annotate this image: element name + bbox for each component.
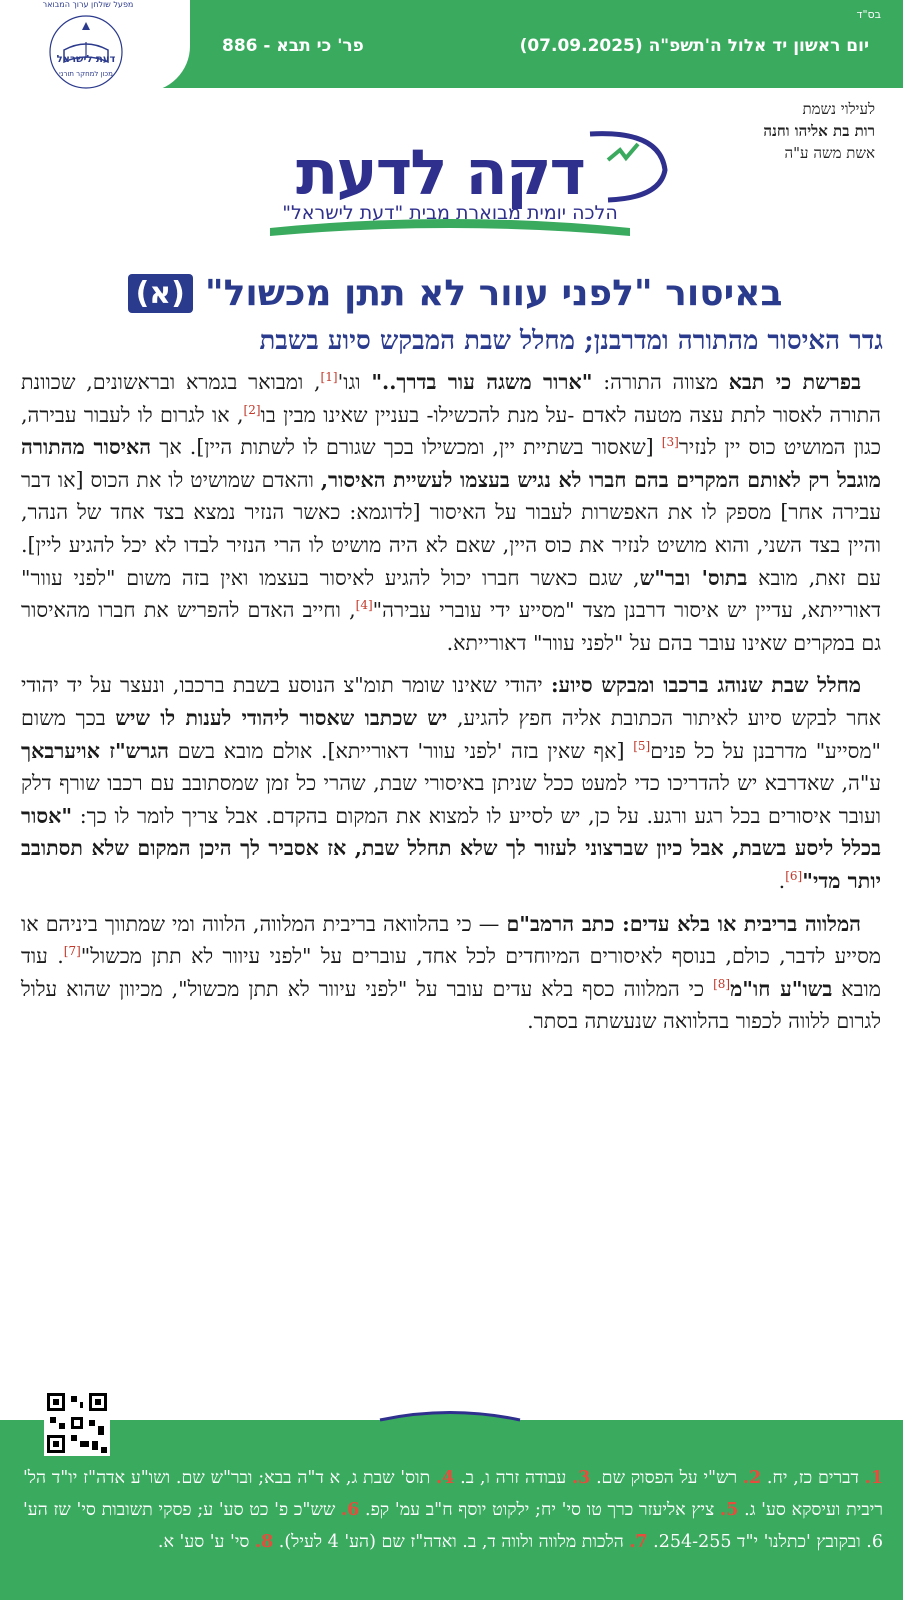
bold-text: יש שכתבו שאסור ליהודי לענות לו שיש — [115, 705, 448, 730]
footnote-ref: [3] — [661, 435, 679, 450]
bold-text: בשו"ע חו"מ — [730, 976, 833, 1001]
bold-text: מחלל שבת שנוהג ברכבו ומבקש סיוע: — [550, 673, 861, 698]
paragraph-3 — [21, 908, 881, 1038]
footnote-number: 4. — [436, 1468, 455, 1488]
footnote-ref: [4] — [355, 598, 373, 613]
paragraph-2 — [21, 669, 881, 897]
text-run: , שגם כאשר חברו יכול להגיע לאיסור בעצמו ואין בזה משום "לפני עוור" דאורייתא, עדיין יש איסור דרבנן מצד "מסייע ידי עוברי עבירה" — [21, 565, 881, 623]
text-run: בכך משום "מסייע" מדרבנן על כל פנים — [21, 705, 882, 763]
text-run: ע"ה, שאדרבא יש להדריכו כדי למעט ככל שניתן באיסורי שבת, שהרי כל זמן שמסתובב עם רכבו שורף דלק ועובר איסורים בכל רגע ורגע. על כן, יש לסייע לו למצוא את המקום בהקדם. אבל צריך לומר לו כך: — [21, 771, 881, 828]
footnote-text: שש"כ פ' כט סע' ע; פסקי תשובות סי' שז הע' 6. ובקובץ 'כתלנו' י"ד 254-255. — [23, 1500, 883, 1552]
footnote-text: דברים כז, יח. — [761, 1468, 865, 1488]
daka-ledaat-logo — [240, 120, 680, 260]
bold-text: בתוס' ובר"ש — [639, 565, 748, 590]
footnote-text: ציץ אליעזר כרך טו סי' יח; ילקוט יוסף ח"ב עמ' קפ. — [359, 1500, 721, 1520]
bold-text: הגרש"ז אויערבאך — [21, 738, 170, 763]
institute-logo-main: דעת לישראל — [56, 54, 116, 65]
bold-text: בפרשת כי תבא — [728, 370, 861, 394]
text-run: והאדם שמושיט לו את הכוס [או דבר עבירה אחר] מספק לו את האפשרות לעבור על האיסור [לדוגמא: כאשר הנזיר נמצא בצד אחד של הנהר, והיין בצד השני, והוא מושיט לנזיר את כוס היין, שאם לא היה מושיט לו הרי הנזיר לבדו לא יכל להגיע ליין]. עם זאת, מובא — [21, 467, 882, 590]
subtitle: גדר האיסור מהתורה ומדרבנן; מחלל שבת המבקש סיוע בשבת — [259, 326, 883, 356]
institute-logo-bottom: מכון למחקר תורני — [59, 70, 113, 78]
footnote-number: 6. — [341, 1500, 360, 1520]
footnote-number: 3. — [572, 1468, 591, 1488]
text-run: יהודי שאינו שומר תומ"צ הנוסע בשבת ברכבו, ונעצר על יד יהודי אחר לבקש סיוע לאיתור הכתובת אליה חפץ להגיע, — [21, 673, 881, 730]
dedication — [685, 98, 875, 164]
institute-logo-caption: מפעל שולחן ערוך המבואר — [42, 0, 134, 9]
footnotes — [23, 1462, 883, 1558]
footnote-number: 2. — [742, 1468, 762, 1488]
logo-title: דקה לדעת — [296, 136, 584, 209]
bsd-mark: בס"ד — [856, 8, 881, 21]
title-part-badge: (א) — [128, 274, 193, 313]
text-run: , ומבואר בגמרא ובראשונים, שכוונת התורה לאסור לתת עצה מטעה לאדם -על מנת להכשילו- בעניין שאינו מבין בו — [21, 370, 881, 427]
text-run: [שאסור בשתיית יין, ומכשילו בכך שגורם לו לשתות היין]. אך — [151, 435, 662, 460]
footnote-ref: [6] — [785, 869, 803, 884]
footnote-ref: [1] — [320, 370, 338, 385]
bold-text: "אסור בכלל ליסע בשבת, אבל כיון שברצוני לעזור לך שלא תחלל שבת, אז אסביר לך היכן המקום שלא תסתובב יותר מדי" — [21, 803, 881, 893]
article-body — [21, 366, 881, 1048]
dedication-line2: רות בת אליהו וחנה — [763, 122, 875, 140]
header-parasha: פר' כי תבא - 886 — [222, 36, 364, 56]
dedication-line1: לעילוי נשמת — [802, 100, 875, 118]
footnote-text: עבודה זרה ו, ב. — [454, 1468, 573, 1488]
text-run: [אף שאין בזה 'לפני עוור' דאורייתא]. אולם מובא בשם — [169, 738, 634, 763]
footnote-text: הלכות מלווה ולווה ד, ב. ואדה"ז שם (הע' 4 לעיל). — [273, 1532, 630, 1552]
institute-logo-icon — [46, 12, 126, 92]
footnote-ref: [8] — [713, 976, 731, 991]
footnote-number: 5. — [720, 1500, 739, 1520]
main-title-row — [70, 268, 840, 318]
dedication-line3: אשת משה ע"ה — [784, 144, 875, 162]
text-run: . — [778, 868, 786, 893]
text-run: וגו' — [337, 370, 372, 394]
footnote-number: 1. — [864, 1468, 883, 1488]
footnote-ref: [2] — [243, 402, 261, 417]
bold-text: "ארור משגה עור בדרך.." — [371, 370, 593, 394]
paragraph-1 — [21, 366, 881, 659]
text-run: . עוד מובא — [21, 944, 881, 1001]
text-run: כי המלווה כסף בלא עדים עובר על "לפני עיוור לא תתן מכשול", מכיוון שהוא עלול לגרום ללווה לכפור בהלוואה שנעשתה בסתר. — [21, 976, 881, 1034]
footnote-text: סי' ע' סע' א. — [157, 1532, 255, 1552]
footnote-text: רש"י על הפסוק שם. — [590, 1468, 743, 1488]
text-run: מצווה התורה: — [592, 370, 729, 394]
bold-text: האיסור מהתורה מוגבל רק לאותם המקרים בהם חברו לא נגיש בעצמו לעשיית האיסור, — [21, 435, 881, 492]
text-run: — כי בהלוואה בריבית המלווה, הלווה ומי שמתווך ביניהם או מסייע לדבר, כולם, בנוסף לאיסורים המיוחדים לכל אחד, עוברים על "לפני עיוור לא תתן מכשול" — [21, 911, 881, 969]
footnote-number: 8. — [254, 1532, 274, 1552]
footnote-number: 7. — [629, 1532, 648, 1552]
footnote-ref: [7] — [63, 944, 81, 959]
text-run: , וחייב האדם להפריש את חברו מהאיסור גם במקרים שאינו עובר בהם על "לפני עוור" דאורייתא. — [21, 598, 881, 655]
logo-subtitle: הלכה יומית מבוארת מבית "דעת לישראל" — [282, 202, 618, 224]
header-date: יום ראשון יד אלול ה'תשפ"ה (07.09.2025) — [519, 36, 869, 56]
footnote-text: תוס' שבת ג, א ד"ה בבא; ובר"ש שם. ושו"ע אדה"ז יו"ד הל' ריבית ועיסקא סע' ג. — [23, 1468, 883, 1520]
text-run: , או לגרום לו לעבור עבירה, כגון המושיט כוס יין לנזיר — [21, 402, 881, 460]
qr-code-icon[interactable] — [44, 1390, 110, 1456]
main-title: באיסור "לפני עוור לא תתן מכשול" — [204, 272, 783, 314]
bold-text: המלווה בריבית או בלא עדים: כתב הרמב"ם — [506, 911, 861, 936]
footnote-ref: [5] — [633, 738, 651, 753]
